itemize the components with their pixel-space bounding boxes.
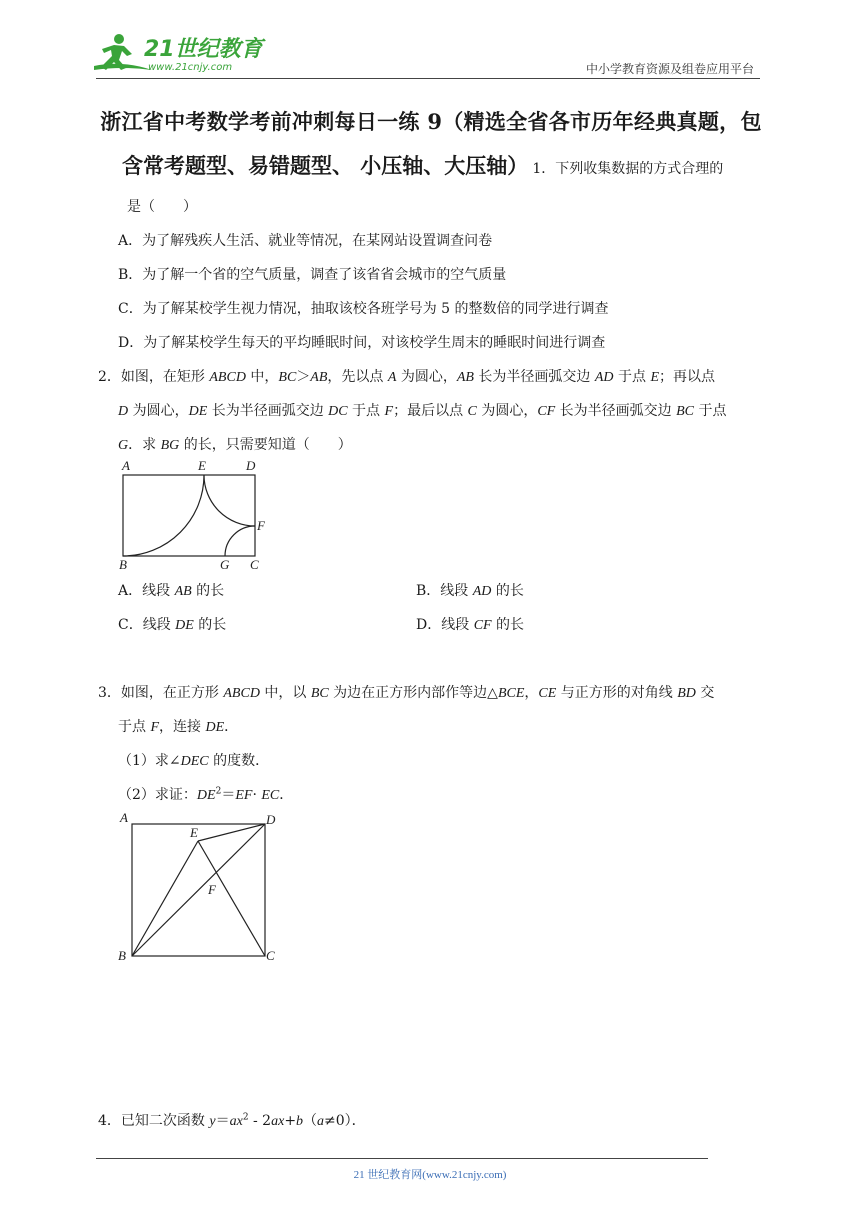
q2-label-f: F [257,518,265,533]
q2-stem-line3: G．求 BG 的长，只需要知道（ ） [118,437,352,453]
q3-part1: （1）求∠DEC 的度数． [118,753,270,769]
q2-arc-ef [204,475,255,526]
q3-label-a: A [120,810,128,825]
header-divider [96,78,760,79]
q2-label-e: E [198,458,206,473]
q1-stem-start: 1．下列收集数据的方式合理的 [532,161,724,177]
q2-rectangle [123,475,255,556]
q2-option-d: D．线段 CF 的长 [416,617,525,633]
q3-label-c: C [266,948,275,963]
q3-square-figure [110,806,285,966]
q2-label-c: C [250,557,259,572]
q1-option-d: D．为了解某校学生每天的平均睡眠时间，对该校学生周末的睡眠时间进行调查 [118,335,606,351]
q2-label-a: A [122,458,130,473]
q2-arc-fg [225,526,255,556]
footer-divider [96,1158,708,1159]
q1-option-a: A．为了解残疾人生活、就业等情况，在某网站设置调查问卷 [118,233,493,249]
q2-stem-line2: D 为圆心，DE 长为半径画弧交边 DC 于点 F；最后以点 C 为圆心，CF 长为半径画弧交边 BC 于点 [118,403,727,419]
q3-label-e: E [190,825,198,840]
header-platform-text: 中小学教育资源及组卷应用平台 [585,62,754,76]
q2-option-a: A．线段 AB 的长 [118,583,225,599]
q2-arc-be [123,475,204,556]
q3-label-f: F [208,882,216,897]
q2-label-g: G [220,557,230,572]
document-title-line1: 浙江省中考数学考前冲刺每日一练 9（精选全省各市历年经典真题，包 [100,109,762,134]
site-logo [92,30,262,80]
q2-label-b: B [119,557,127,572]
footer-link[interactable]: 21 世纪教育网(www.21cnjy.com) [353,1169,507,1181]
q2-rectangle-figure [110,455,280,573]
q3-stem-line1: 3．如图，在正方形 ABCD 中，以 BC 为边在正方形内部作等边△BCE，CE 与正方形的对角线 BD 交 [98,685,715,701]
q3-stem-line2: 于点 F，连接 DE． [118,719,239,735]
q3-segment-de [198,824,265,841]
q3-diagonal-bd [132,824,265,956]
logo-url: www.21cnjy.com [148,62,233,73]
q2-label-d: D [246,458,256,473]
q2-option-b: B．线段 AD 的长 [416,583,524,599]
q1-option-b: B．为了解一个省的空气质量，调查了该省省会城市的空气质量 [118,267,507,283]
document-title-line2 [122,150,723,180]
q4-stem: 4．已知二次函数 $y=ax^2 - 2ax+b(a\ne 0)$． [98,1112,366,1129]
q3-label-d: D [266,812,276,827]
q3-part2: （2）求证：$DE^2=EF\cdot$ EC． [118,786,294,803]
q2-option-c: C．线段 DE 的长 [118,617,227,633]
document-title-line2-text: 含常考题型、易错题型、 小压轴、大压轴） [122,153,529,178]
q3-segment-ec [198,841,265,956]
q1-option-c: C．为了解某校学生视力情况，抽取该校各班学号为 5 的整数倍的同学进行调查 [118,301,609,317]
logo-text: 21世纪教育 [144,37,263,62]
q3-segment-be [132,841,198,956]
q1-stem-end: 是（ ） [127,199,197,215]
q3-label-b: B [118,948,126,963]
q2-stem-line1: 2．如图，在矩形 ABCD 中，BC＞AB，先以点 A 为圆心，AB 长为半径画弧交边 AD 于点 E；再以点 [98,369,716,385]
